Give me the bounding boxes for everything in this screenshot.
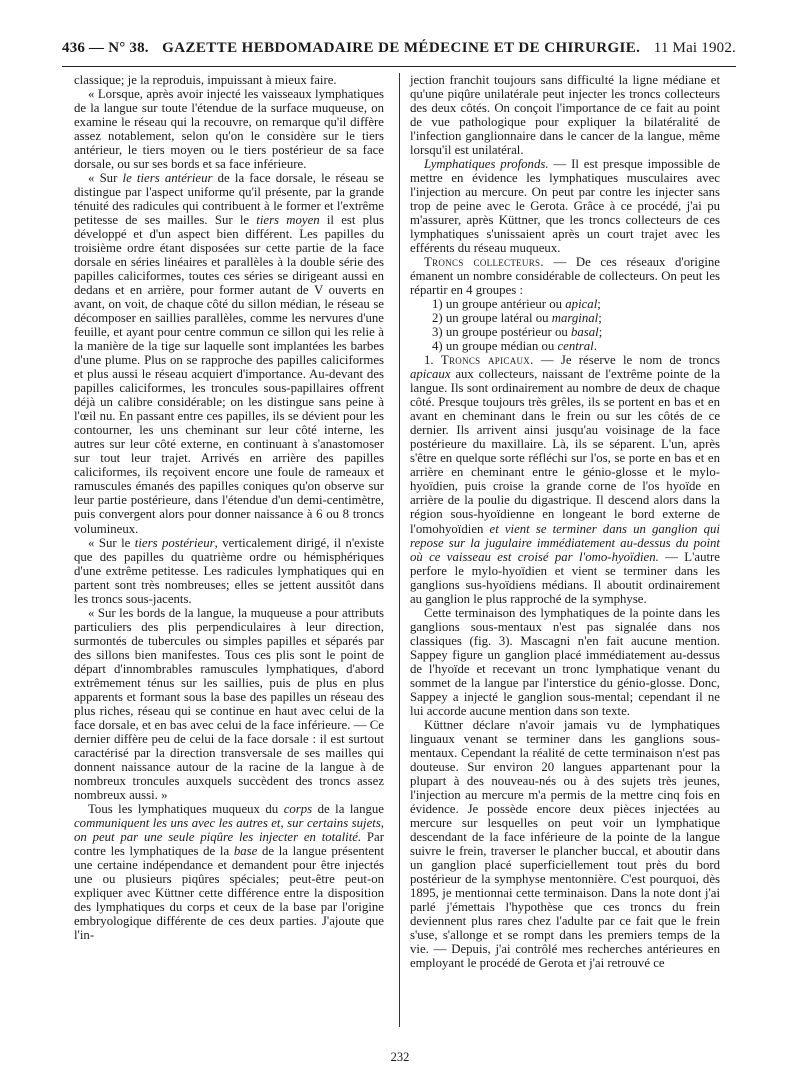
page-number-label: 436 — N° 38. [62,40,149,56]
paragraph: Tous les lymphatiques muqueux du corps de la langue communiquent les uns avec les autres et, sur certains sujets, on peut par une seule piqûre les injecter en totalité. Par contre les lymphatiques de la base de la langue présentent une certaine indépendance et demandent pour être injectés une ou plusieurs piqûres spéciales; peut-être peut-on expliquer avec Küttner cette différence entre la disposition des lymphatiques du corps et ceux de la base par l'origine embryologique différente de ces deux parties. J'ajoute que l'in- [74,801,385,942]
issue-date: 11 Mai 1902. [653,40,736,56]
paragraph: « Sur les bords de la langue, la muqueuse a pour attributs particuliers des plis perpendiculaires à leur direction, surmontés de tubercules ou simples papilles et séparés par des sillons bien manifestes. Tous ces plis sont le point de départ d'innombrables ramuscules lymphatiques, d'abord extrêmement ténus sur les saillies, puis de plus en plus apparents et formant sous la base des papilles un réseau des plus riches, réseau qui se continue en haut avec celui de la face dorsale, et en bas avec celui de la face inférieure. — Ce dernier diffère peu de celui de la face dorsale : il est surtout caractérisé par la direction transversale de ses mailles qui donnent naissance autour de la racine de la langue à de nombreux troncules auxquels succèdent des troncs assez nombreux aussi. » [74,605,384,802]
paragraph: « Sur le tiers postérieur, verticalement dirigé, il n'existe que des papilles du quatrième ordre ou hémisphériques d'une extrême petitesse. Les radicules lymphatiques qui en partent sont très nombreuses; elles se jettent aussitôt dans les troncs sous-jacents. [74,535,385,606]
emphasis: communiquent les uns avec les autres et, sur certains sujets, on peut par une seule piqûre les injecter en totalité. [74,815,384,844]
paragraph: « Sur le tiers antérieur de la face dorsale, le réseau se distingue par l'aspect uniforme qu'il présente, par la grande ténuité des radicules qui contribuent à le former et l'extrême petitesse de ses mailles. Sur le tiers moyen il est plus développé et d'un aspect bien différent. Les papilles du troisième ordre étant disposées sur cette partie de la face dorsale en séries linéaires et parallèles à la double série des papilles caliciformes, toutes ces séries se dirigeant aussi en dedans et en arrière, pour former autant de V ouverts en avant, on voit, de chaque côté du sillon médian, le réseau se décomposer en saillies parallèles, comme les nervures d'une feuille, et ayant pour centre commun ce sillon qui les relie à la manière de la tige sur laquelle sont implantées les barbes d'une plume. Plus on se rapproche des papilles caliciformes et plus aussi le réseau acquiert d'importance. Au-devant des papilles caliciformes, les troncules sous-papillaires offrent déjà un calibre considérable; on les distingue sans peine à l'œil nu. En passant entre ces papilles, ils se dévient pour les contourner, les uns cheminant sur leur côté interne, les autres sur leur côté externe, en continuant à s'anastomoser sur tout leur trajet. Arrivés en arrière des papilles caliciformes, ils reçoivent encore une foule de rameaux et ramuscules émanés des papilles coniques qu'on observe sur leur partie postérieure, dans l'étendue d'un demi-centimètre, puis convergent alors pour donner naissance à 6 ou 8 troncs volumineux. [74,171,384,536]
paragraph: classique; je la reproduis, impuissant à mieux faire. [74,73,337,87]
emphasis: et vient se terminer dans un ganglion qui repose sur la jugulaire immédiatement au-dessus du point où ce vaisseau est croisé par l'omo-hyoïdien. [410,521,720,564]
list-item: 4) un groupe médian ou central. [432,339,597,354]
emphasis: apicaux [410,367,451,382]
section-heading: Troncs apicaux. [440,353,534,368]
running-header [62,40,736,62]
paragraph: jection franchit toujours sans difficulté la ligne médiane et qu'une piqûre unilatérale peut injecter les troncs collecteurs des deux côtés. On conçoit l'importance de ce fait au point de vue pathologique pour expliquer la bilatéralité de l'infection ganglionnaire dans le cancer de la langue, même lorsqu'il est unilatéral. [410,73,720,158]
journal-title: GAZETTE HEBDOMADAIRE DE MÉDECINE ET DE CHIRURGIE. [162,40,641,56]
paragraph: Troncs collecteurs. — De ces réseaux d'origine émanent un nombre considérable de collecteurs. On peut les répartir en 4 groupes : [410,255,720,298]
emphasis: le tiers antérieur [122,171,213,186]
paragraph: Küttner déclare n'avoir jamais vu de lymphatiques linguaux venant se terminer dans les ganglions sous-mentaux. Cependant la réalité de cette terminaison n'est pas douteuse. Sur environ 20 langues appartenant pour la plupart à des nouveau-nés ou à des sujets très jeunes, l'injection au mercure m'a permis de la mettre cinq fois en évidence. Je possède encore deux pièces injectées au mercure sur lesquelles on peut voir un lymphatique descendant de la face inférieure de la pointe de la langue suivre le frein, traverser le plancher buccal, et aboutir dans un ganglion placé superficiellement tout près du bord postérieur de la symphyse mentonnière. C'est pourquoi, dès 1895, je mentionnai cette terminaison. Dans la note dont j'ai parlé j'émettais l'hypothèse que ces troncs du frein deviennent plus rares chez l'adulte par ce fait que le frein s'use, s'allonge et se rompt dans les premiers temps de la vie. — Depuis, j'ai contrôlé mes recherches antérieures en employant le procédé de Gerota et j'ai retrouvé ce [410,717,720,970]
list-item: 1) un groupe antérieur ou apical; [432,297,601,312]
section-heading: Lymphatiques profonds. [424,157,549,172]
section-heading: Troncs collecteurs. [424,255,544,270]
left-column [74,73,384,942]
list-item: 3) un groupe postérieur ou basal; [432,325,603,340]
paragraph: Cette terminaison des lymphatiques de la pointe dans les ganglions sous-mentaux n'est pas signalée dans nos classiques (fig. 3). Mascagni n'en fait aucune mention. Sappey figure un ganglion placé immédiatement au-dessus de l'hyoïde et recevant un tronc lymphatique venant du sommet de la langue par l'interstice du génio-glosse. Donc, Sappey a injecté le ganglion sous-mental; cependant il ne lui accorde aucune mention dans son texte. [410,605,720,718]
paragraph: Lymphatiques profonds. — Il est presque impossible de mettre en évidence les lymphatiques musculaires avec l'injection au mercure. On peut par contre les injecter sans trop de peine avec le Gerota. Grâce à ce procédé, j'ai pu m'assurer, après Küttner, que les troncs collecteurs de ces lymphatiques s'unissaient après un court trajet avec les efférents du réseau muqueux. [410,157,720,256]
header-rule [62,66,736,67]
list-item: 2) un groupe latéral ou marginal; [432,311,602,326]
right-column [410,73,720,970]
emphasis: base [233,843,258,858]
paragraph: « Lorsque, après avoir injecté les vaisseaux lymphatiques de la langue sur toute l'étendue de la surface muqueuse, on examine le réseau qui la recouvre, on remarque qu'il diffère assez notablement, selon qu'on le considère sur le tiers antérieur, le tiers moyen ou le tiers postérieur de sa face dorsale, ou sur ses bords et sa face inférieure. [74,87,384,172]
paragraph: 1. Troncs apicaux. — Je réserve le nom de troncs apicaux aux collecteurs, naissant de l'extrême pointe de la langue. Ils sont ordinairement au nombre de deux de chaque côté. Presque toujours très grêles, ils se portent en bas et en avant en cheminant dans le frein ou sur les côtés de ce dernier. Ils arrivent ainsi jusqu'au voisinage de la face postérieure du maxillaire. Là, ils se séparent. L'un, après s'être en quelque sorte réfléchi sur l'os, se porte en bas et en arrière en cheminant entre le génio-glosse et le mylo-hyoïdien, puis croise la grande corne de l'os hyoïde en arrière de la poulie du digastrique. Il descend alors dans la région sous-hyoïdienne en longeant le bord externe de l'omohyoïdien et vient se terminer dans un ganglion qui repose sur la jugulaire immédiatement au-dessus du point où ce vaisseau est croisé par l'omo-hyoïdien. — L'autre perfore le mylo-hyoïdien et vient se terminer dans les ganglions sus-hyoïdiens médians. Il aboutit ordinairement au ganglion le plus rapproché de la symphyse. [410,353,720,606]
emphasis: tiers postérieur [134,535,215,550]
folio-number: 232 [390,1050,410,1064]
emphasis: corps [283,801,313,816]
emphasis: tiers moyen [256,213,320,228]
column-divider [399,73,400,1027]
